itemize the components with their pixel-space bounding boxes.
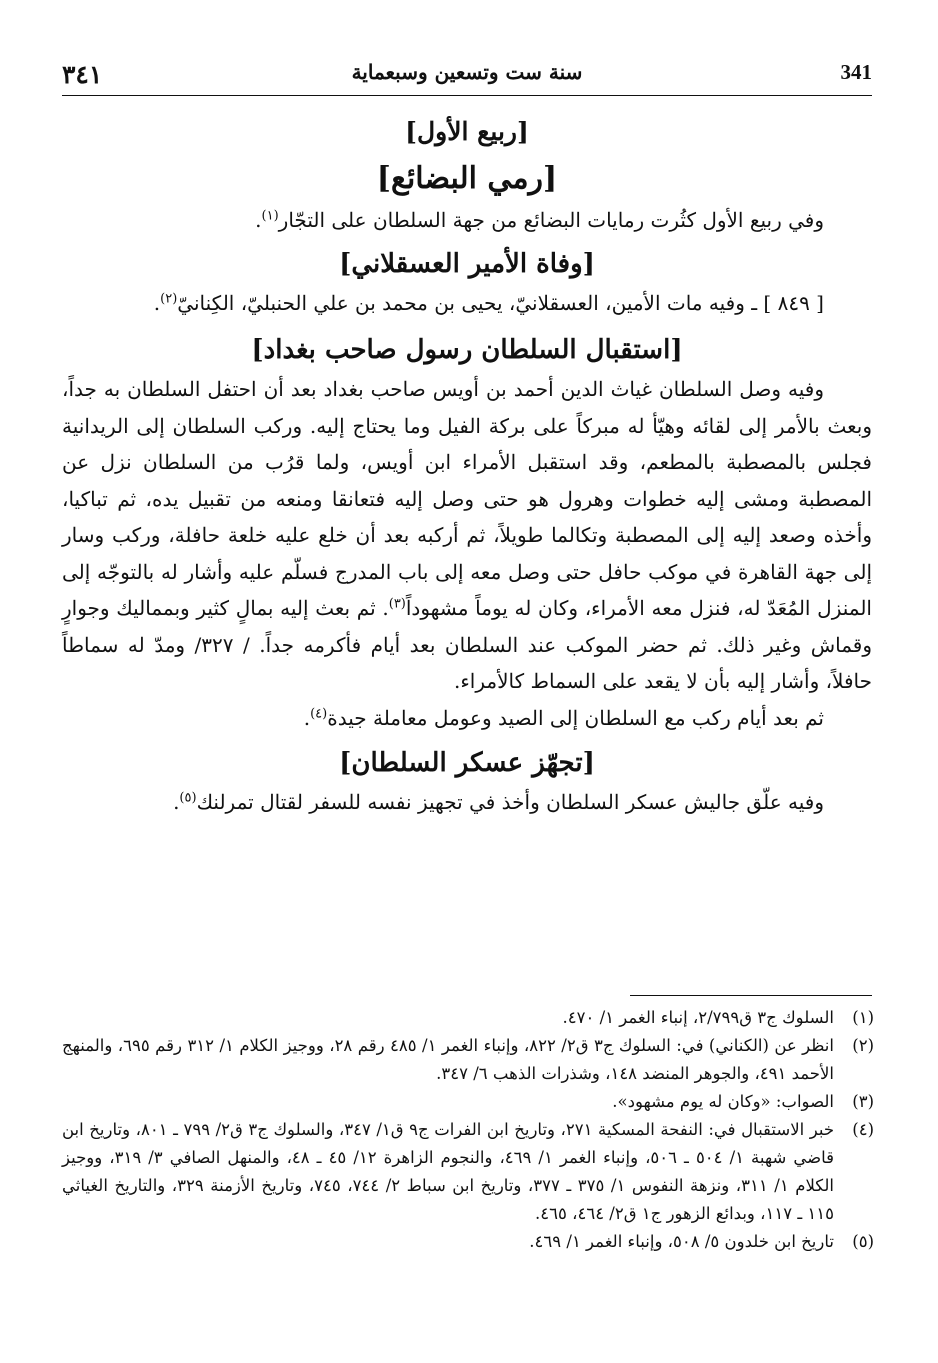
footnote-text: السلوك ج٣ ق٢/٧٩٩، إنباء الغمر ١/ ٤٧٠. bbox=[562, 1008, 834, 1027]
paragraph-reception-2: ثم بعد أيام ركب مع السلطان إلى الصيد وعومل معاملة جيدة$^{(٤)}$. bbox=[303, 705, 824, 730]
footnote-number: (٢) bbox=[852, 1036, 874, 1055]
footnote-ref-4[interactable]: (٤) bbox=[310, 705, 328, 721]
heading-goods: [رمي البضائع] bbox=[376, 161, 558, 196]
footnote-rule bbox=[630, 995, 872, 996]
heading-army: [تجهّز عسكر السلطان] bbox=[339, 748, 595, 778]
footnote-number: (٥) bbox=[852, 1232, 874, 1251]
footnote-ref-3[interactable]: (٣) bbox=[388, 596, 406, 612]
footnote-text: خبر الاستقبال في: النفحة المسكية ٢٧١، وتاريخ ابن الفرات ج٩ ق١/ ٣٤٧، والسلوك ج٣ ق٢/ ٧٩٩ ـ ٨٠١، وتاريخ ابن قاضي شهبة ١/ ٥٠٤ ـ ٥٠٦، وإنباء الغمر ١/ ٤٦٩، والنجوم الزاهرة ١٢/ ٤٥ ـ ٤٨، والمنهل الصافي ٣/ ٣١٩، ووجيز الكلام ١/ ٣١١، ونزهة النفوس ١/ ٣٧٥ ـ ٣٧٧، وتاريخ ابن سباط ٢/ ٧٤٤، ٧٤٥، وتاريخ الأزمنة ٣٢٩، والتاريخ الغياثي ١١٥ ـ ١١٧، وبدائع الزهور ج١ ق٢/ ٤٦٤، ٤٦٥. bbox=[62, 1120, 835, 1223]
footnotes bbox=[62, 1004, 874, 1256]
footnote-ref-5[interactable]: (٥) bbox=[179, 790, 197, 806]
page-header bbox=[62, 58, 872, 92]
heading-death: [وفاة الأمير العسقلاني] bbox=[339, 248, 595, 279]
footnote-4 bbox=[62, 1116, 874, 1228]
heading-reception: [استقبال السلطان رسول صاحب بغداد] bbox=[251, 335, 683, 365]
page-number-arabic: ٣٤١ bbox=[62, 60, 103, 89]
footnote-1 bbox=[62, 1004, 874, 1032]
footnote-text: الصواب: «وكان له يوم مشهود». bbox=[612, 1092, 834, 1111]
footnote-number: (٣) bbox=[852, 1092, 874, 1111]
footnote-3 bbox=[62, 1088, 874, 1116]
footnote-text: انظر عن (الكناني) في: السلوك ج٣ ق٢/ ٨٢٢، وإنباء الغمر ١/ ٤٨٥ رقم ٢٨، ووجيز الكلام ١/ ٣١٢ رقم ٦٩٥، والمنهج الأحمد ٤٩١، والجوهر المنضد ١٤٨، وشذرات الذهب ٦/ ٣٤٧. bbox=[62, 1036, 834, 1083]
footnote-ref-1[interactable]: (١) bbox=[261, 208, 279, 224]
footnote-text: تاريخ ابن خلدون ٥/ ٥٠٨، وإنباء الغمر ١/ ٤٦٩. bbox=[529, 1232, 834, 1251]
paragraph-reception-1: وفيه وصل السلطان غياث الدين أحمد بن أويس صاحب بغداد بعد أن احتفل السلطان به جداً، وبعث بالأمر إلى لقائه وهيّأ له مبركاً على بركة الفيل وما يحتاج إليه. وركب السلطان إلى الريدانية فجلس بالمصطبة بالمطعم، وقد استقبل الأمراء ابن أويس، ولما قرُب من السلطان نزل عن المصطبة ومشى إليه خطوات وهرول هو حتى وصل إليه فتعانقا ومنعه من تقبيل يده، ثم تباكيا، وأخذه وصعد إليه إلى المصطبة وتكالما طويلاً، ثم أركبه بعد أن خلع عليه خلعة حافلة، وركب وسار إلى جهة القاهرة في موكب حافل حتى وصل معه إلى باب المدرج فسلّم عليه وأشار له بالتوجّه إلى المنزل المُعَدّ له، فنزل معه الأمراء، وكان له يوماً مشهوداً$^{(٣)}$. ثم بعث إليه بمالٍ كثير وبمماليك وجوارٍ وقماش وغير ذلك. ثم حضر الموكب عند السلطان بعد أيام فأكرمه جداً. / ٣٢٧/ ومدّ له سماطاً حافلاً، وأشار إليه بأن لا يقعد على السماط كالأمراء. bbox=[62, 377, 873, 693]
page-number-latin: 341 bbox=[840, 60, 872, 84]
running-title: سنة ست وتسعين وسبعماية bbox=[351, 60, 583, 84]
footnote-number: (١) bbox=[852, 1008, 874, 1027]
main-text bbox=[62, 114, 872, 821]
footnote-2 bbox=[62, 1032, 874, 1088]
heading-month: [ربيع الأول] bbox=[405, 117, 529, 146]
paragraph-goods: وفي ربيع الأول كثُرت رمايات البضائع من جهة السلطان على التجّار$^{(١)}$. bbox=[255, 208, 824, 232]
footnote-5 bbox=[62, 1228, 874, 1256]
header-rule bbox=[62, 95, 872, 96]
paragraph-death: [ ٨٤٩ ] ـ وفيه مات الأمين، العسقلانيّ، يحيى بن محمد بن علي الحنبليّ، الكِنانيّ$^{(٢)}$. bbox=[153, 290, 824, 315]
paragraph-army: وفيه علّق جاليش عسكر السلطان وأخذ في تجهيز نفسه للسفر لقتال تمرلنك$^{(٥)}$. bbox=[173, 790, 824, 814]
footnote-ref-2[interactable]: (٢) bbox=[160, 290, 178, 306]
footnote-number: (٤) bbox=[852, 1120, 874, 1139]
